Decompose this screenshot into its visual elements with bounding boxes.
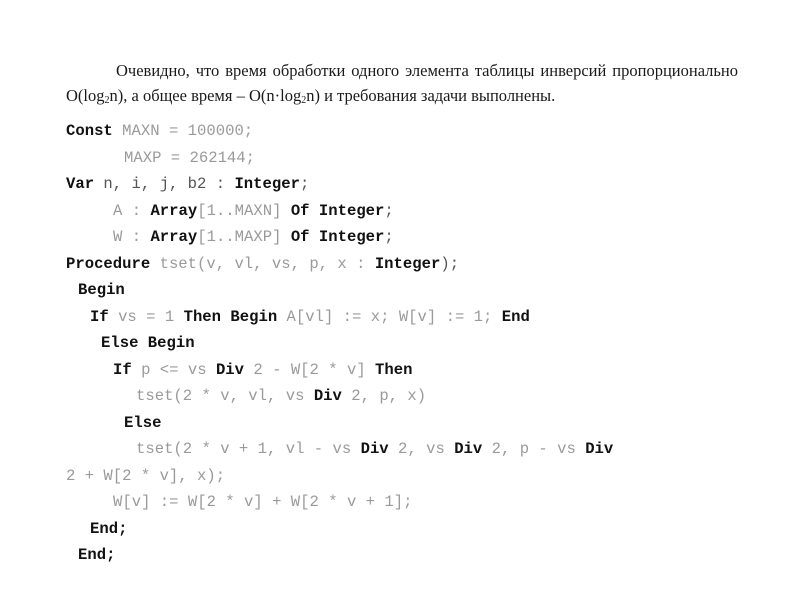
keyword: Div (360, 440, 389, 458)
code-line-12 (66, 410, 746, 437)
code-text: ; (299, 175, 310, 193)
code-text: vs = 1 (108, 307, 184, 326)
code-text: p <= vs (131, 360, 216, 379)
keyword: End (501, 307, 530, 326)
code-line-2 (66, 145, 746, 172)
code-line-8 (66, 304, 746, 331)
code-line-15 (66, 489, 746, 516)
code-text (310, 202, 319, 220)
code-line-6 (66, 251, 746, 278)
code-line-5 (66, 224, 746, 251)
code-listing (66, 118, 746, 569)
keyword: Then (375, 360, 413, 379)
log-base-subscript-2: 2 (301, 94, 307, 106)
keyword: Div (313, 387, 342, 405)
log-base-subscript-1: 2 (104, 94, 110, 106)
code-text: 2 + W[2 * v], x); (66, 466, 226, 485)
code-line-3 (66, 171, 746, 198)
code-text: A : (113, 201, 151, 220)
keyword: Else Begin (101, 334, 195, 352)
code-text: A[vl] := x; W[v] := 1; (277, 307, 502, 326)
keyword: Of (290, 228, 310, 246)
keyword: Of (290, 201, 310, 220)
keyword: If (113, 360, 132, 379)
keyword: End; (78, 546, 116, 564)
code-line-13 (66, 436, 746, 463)
paragraph-text-3: n) и требования задачи выполнены. (306, 85, 556, 105)
keyword: Const (66, 122, 113, 140)
code-text: W[v] := W[2 * v] + W[2 * v + 1]; (113, 493, 413, 511)
keyword: Integer (234, 175, 300, 193)
intro-paragraph (66, 58, 738, 108)
keyword: Div (585, 440, 614, 458)
keyword: Then Begin (183, 307, 278, 326)
keyword: Array (150, 228, 198, 246)
code-line-17 (66, 542, 746, 569)
code-text: tset(v, vl, vs, p, x : (150, 254, 375, 273)
code-text: tset(2 * v + 1, vl - vs (136, 440, 361, 458)
code-text: n, i, j, b2 : (94, 175, 235, 193)
keyword: Var (66, 175, 95, 193)
code-text: 2, vs (388, 440, 455, 458)
code-text: ; (384, 201, 394, 220)
code-text: MAXN = 100000; (112, 122, 254, 140)
code-line-16 (66, 516, 746, 543)
keyword: Integer (374, 254, 441, 273)
code-text: tset(2 * v, vl, vs (136, 387, 314, 405)
keyword: Else (124, 413, 162, 432)
code-text: ); (440, 254, 460, 273)
keyword: Begin (78, 281, 125, 299)
code-text: 2, p, x) (341, 387, 427, 405)
keyword: Array (150, 201, 198, 220)
keyword: Div (215, 360, 245, 379)
code-line-9 (66, 330, 746, 357)
code-line-4 (66, 198, 746, 225)
paragraph-text-2: n), а общее время – O(n·log (109, 85, 302, 105)
paragraph-text-1: Очевидно, что время обработки одного элемента таблицы инверсий пропорционально O(log (66, 60, 738, 105)
keyword: Integer (318, 201, 385, 220)
code-line-7 (66, 277, 746, 304)
keyword: Procedure (66, 254, 151, 273)
code-line-10 (66, 357, 746, 384)
keyword: Div (454, 440, 483, 458)
keyword: End; (90, 519, 128, 538)
code-text: [1..MAXN] (197, 201, 291, 220)
code-text: MAXP = 262144; (124, 148, 256, 167)
code-line-11 (66, 383, 746, 410)
code-line-14 (66, 463, 746, 490)
keyword: If (90, 307, 109, 326)
code-text: W : (113, 228, 151, 246)
code-text: ; (384, 228, 394, 246)
code-text: [1..MAXP] (197, 228, 291, 246)
keyword: Integer (318, 228, 385, 246)
code-text: 2 - W[2 * v] (244, 360, 376, 379)
code-text: 2, p - vs (482, 440, 586, 458)
code-text (310, 228, 319, 246)
code-line-1 (66, 118, 746, 145)
